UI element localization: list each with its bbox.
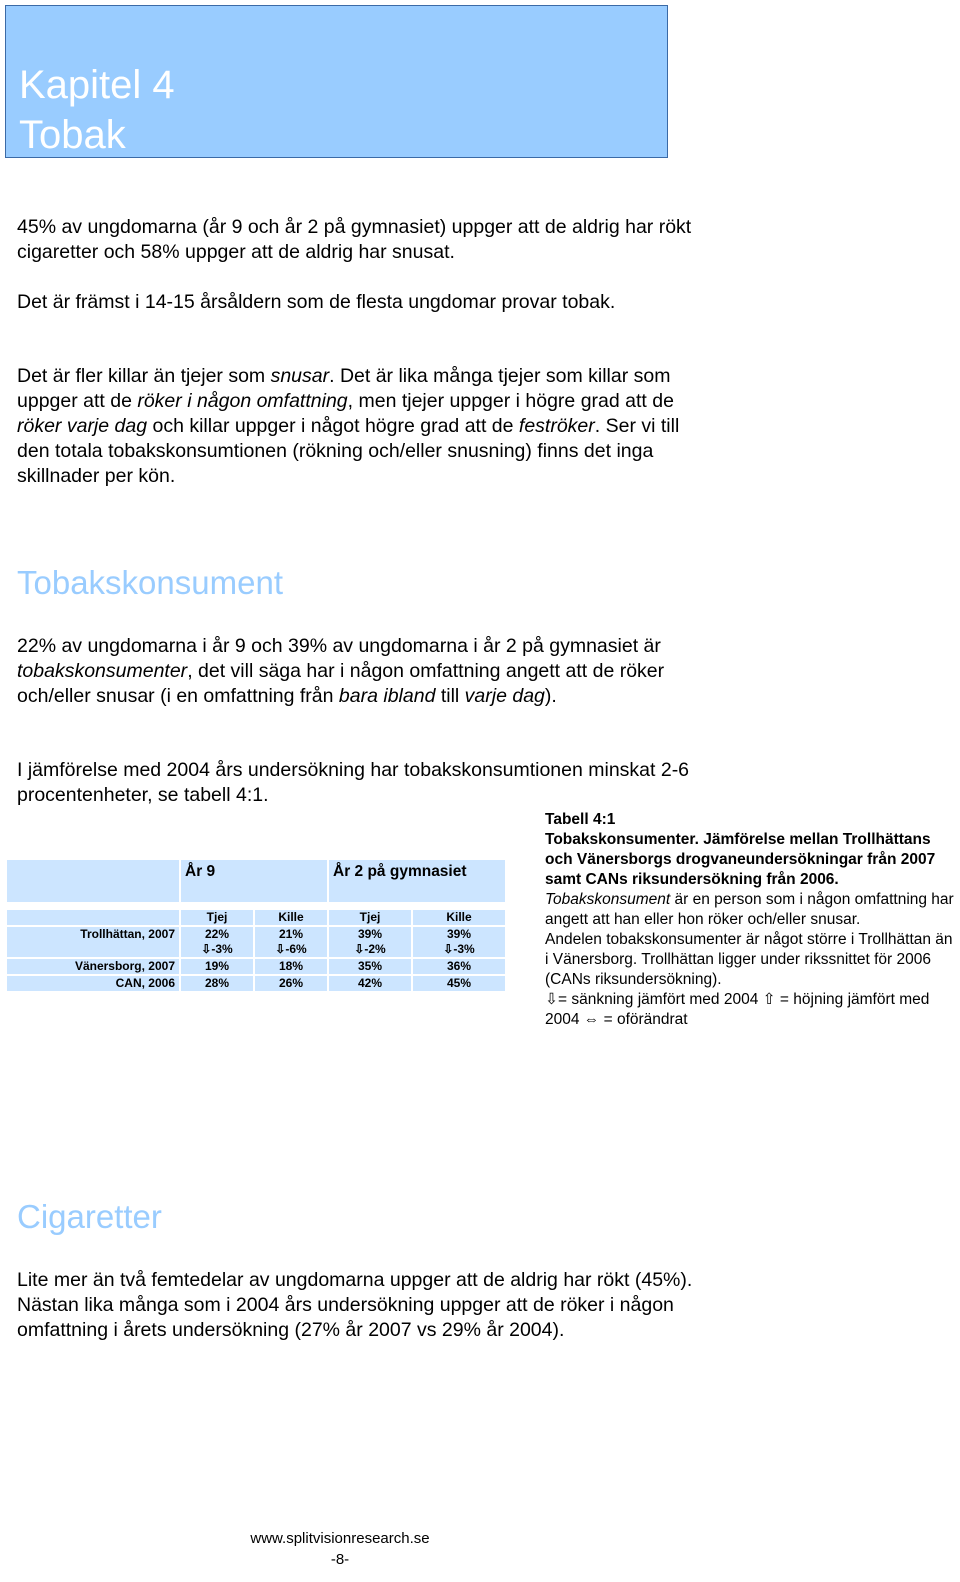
table-cell: 36%	[413, 959, 505, 974]
group-ar2: År 2 på gymnasiet	[329, 860, 505, 902]
section-heading-tobakskonsument: Tobakskonsument	[17, 564, 283, 601]
caption-subtitle: Tobakskonsumenter. Jämförelse mellan Trollhättans och Vänersborgs drogvaneundersökningar från 2007 samt CANs riksundersökning från 2006.	[545, 831, 936, 888]
table-row	[7, 976, 505, 991]
table-cell: 28%	[181, 976, 253, 991]
table-cell: 35%	[329, 959, 411, 974]
intro-paragraph-2: Det är främst i 14-15 årsåldern som de flesta ungdomar provar tobak.	[17, 291, 616, 313]
row-label: Vänersborg, 2007	[7, 959, 179, 974]
table-cell: 42%	[329, 976, 411, 991]
caption-title: Tabell 4:1	[545, 811, 616, 828]
table-cell: 45%	[413, 976, 505, 991]
group-ar9: År 9	[181, 860, 327, 902]
table-cell: 19%	[181, 959, 253, 974]
table-cell: 18%	[255, 959, 327, 974]
table-cell: 39% ⇩-2%	[329, 927, 411, 957]
col-header: Tjej	[181, 910, 253, 925]
table-cell: 39% ⇩-3%	[413, 927, 505, 957]
chapter-banner	[5, 5, 668, 158]
table-cell: 26%	[255, 976, 327, 991]
col-header: Kille	[255, 910, 327, 925]
section2-paragraph-1: Lite mer än två femtedelar av ungdomarna uppger att de aldrig har rökt (45%). Nästan lika många som i 2004 års undersökning uppger att de röker i någon omfattning i årets undersökning (27% år 2007 vs 29% år 2004).	[17, 1269, 693, 1341]
intro-paragraph-1: 45% av ungdomarna (år 9 och år 2 på gymnasiet) uppger att de aldrig har rökt cigaretter och 58% uppger att de aldrig har snusat.	[17, 216, 692, 263]
row-label: CAN, 2006	[7, 976, 179, 991]
page-number: -8-	[330, 1551, 350, 1568]
chapter-number: Kapitel 4	[19, 63, 175, 107]
chapter-title: Tobak	[19, 113, 126, 157]
col-header: Tjej	[329, 910, 411, 925]
intro-paragraph-3: Det är fler killar än tjejer som snusar. Det är lika många tjejer som killar som uppger att de röker i någon omfattning, men tjejer uppger i högre grad att de röker varje dag och killar uppger i något högre grad att de feströker. Ser vi till den totala tobakskonsumtionen (rökning och/eller snusning) finns det inga skillnader per kön.	[17, 365, 680, 487]
tobacco-table	[5, 858, 507, 993]
caption-definition: Tobakskonsument är en person som i någon omfattning har angett att han eller hon röker och/eller snusar.	[545, 891, 954, 928]
table-column-header	[7, 910, 505, 925]
table-cell: 21% ⇩-6%	[255, 927, 327, 957]
section1-paragraph-1: 22% av ungdomarna i år 9 och 39% av ungdomarna i år 2 på gymnasiet är tobakskonsumenter, det vill säga har i någon omfattning angett att de röker och/eller snusar (i en omfattning från bara ibland till varje dag).	[17, 635, 665, 707]
section-heading-cigaretter: Cigaretter	[17, 1198, 162, 1235]
table-cell: 22% ⇩-3%	[181, 927, 253, 957]
table-row	[7, 927, 505, 957]
row-label: Trollhättan, 2007	[7, 927, 179, 957]
caption-legend: ⇩= sänkning jämfört med 2004 ⇧ = höjning jämfört med 2004 ⇔ = oförändrat	[545, 991, 930, 1028]
section1-paragraph-2: I jämförelse med 2004 års undersökning har tobakskonsumtionen minskat 2-6 procentenheter, se tabell 4:1.	[17, 759, 690, 806]
caption-note: Andelen tobakskonsumenter är något större i Trollhättan än i Vänersborg. Trollhättan ligger under rikssnittet för 2006 (CANs riksundersökning).	[545, 931, 953, 988]
table-caption	[545, 810, 955, 1030]
table-group-header	[7, 860, 505, 902]
footer-url: www.splitvisionresearch.se	[250, 1530, 430, 1547]
table-row	[7, 959, 505, 974]
col-header: Kille	[413, 910, 505, 925]
